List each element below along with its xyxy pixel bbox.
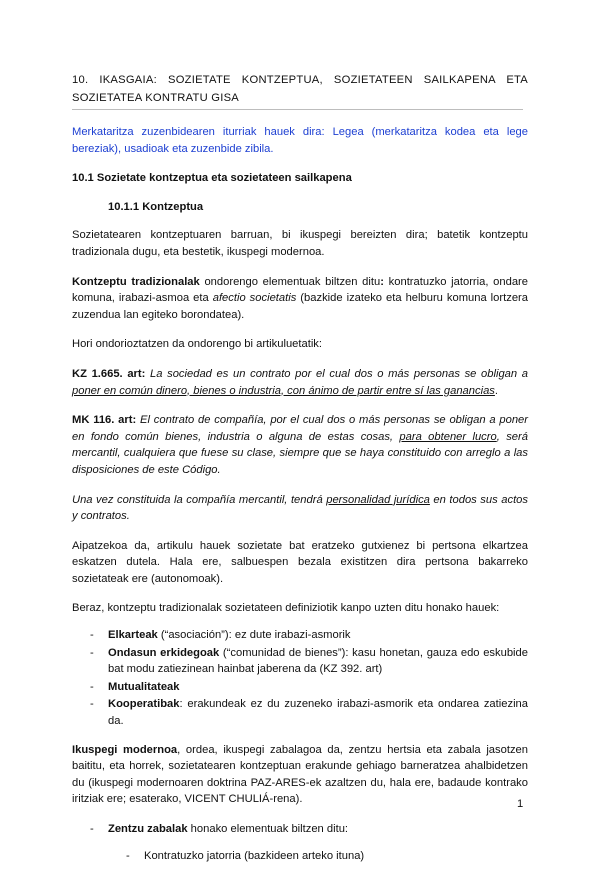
kz-article-label: KZ 1.665. art:: [72, 367, 146, 380]
mk2-text-end: en todos sus actos y contratos.: [72, 493, 528, 523]
traditional-concept-paragraph: [72, 274, 528, 324]
list-item: [72, 645, 528, 678]
list-item-term: Kooperatibak: [108, 698, 180, 711]
dash-bullet: -: [90, 698, 94, 711]
traditional-concept-elements: kontratuzko jatorria, ondare komuna, irabazi-asmoa eta: [72, 275, 528, 305]
kz-article-end: .: [494, 384, 499, 397]
dash-bullet: -: [90, 823, 94, 835]
modern-concept-text: , ordea, ikuspegi zabalagoa da, zentzu hertsia eta zabala jasotzen baititu, eta horrek, sozietatearen kontzeptuan erakunde gehiago barneratzea ahalbidetzen du (ikuspegi modernoaren doktrina PAZ-ARES-ek azaltzen du, hala ere, badaude kontrako iritziak ere; esaterako, VICENT CHULIÁ-rena).: [72, 743, 528, 806]
articles-intro: Hori ondorioztatzen da ondorengo bi artikuluetatik:: [72, 338, 323, 351]
mk-article: [72, 412, 528, 478]
exclusions-list: [72, 627, 528, 730]
list-item-term: Zentzu zabalak: [108, 823, 188, 835]
list-item-text: (“comunidad de bienes”): kasu honetan, gauza edo eskubide bat modu zatiezinean hainbat jaberena da (KZ 392. art): [108, 646, 528, 676]
list-item: [72, 821, 528, 838]
modern-concept-term: Ikuspegi modernoa: [72, 743, 178, 756]
page-number: 1: [517, 798, 524, 810]
list-item-term: Mutualitateak: [108, 680, 180, 693]
intro-paragraph: Merkataritza zuzenbidearen iturriak hauek dira: Legea (merkataritza kodea eta lege bereziak), usadioak eta zuzenbide zibila.: [72, 126, 528, 155]
dash-bullet: -: [90, 680, 94, 693]
list-item-text: Kontratuzko jatorria (bazkideen arteko ituna): [144, 849, 365, 862]
kz-article-underlined: poner en común dinero, bienes o industria, con ánimo de partir entre sí las ganancias: [72, 384, 495, 397]
dash-bullet: -: [90, 629, 94, 642]
section-heading: 10.1 Sozietate kontzeptua eta sozietateen sailkapena: [72, 172, 352, 185]
list-item-term: Ondasun erkidegoak: [108, 646, 220, 659]
mk-article-label: MK 116. art:: [72, 414, 137, 427]
mk2-text: Una vez constituida la compañía mercantil, tendrá: [72, 493, 327, 506]
document-body: [72, 124, 528, 876]
kz-article: [72, 366, 528, 399]
traditional-concept-text: ondorengo elementuak biltzen ditu: [199, 275, 381, 288]
exclusions-intro: Beraz, kontzeptu tradizionalak sozietateen definiziotik kanpo uzten ditu honako hauek:: [72, 602, 500, 615]
list-item: [72, 696, 528, 729]
affectio-term: afectio societatis: [212, 292, 297, 305]
mk-article-text: El contrato de compañía, por el cual dos o más personas se obligan a poner en fondo común bienes, industria o alguna de estas cosas,: [72, 414, 528, 443]
mk2-underlined: personalidad jurídica: [326, 493, 430, 506]
title-divider: [72, 109, 523, 110]
list-item-text: (“asociación”): ez dute irabazi-asmorik: [157, 629, 351, 642]
traditional-concept-term: Kontzeptu tradizionalak: [72, 275, 200, 288]
broad-sense-sublist: [72, 848, 528, 865]
kz-article-text: La sociedad es un contrato por el cual dos o más personas se obligan a: [145, 367, 528, 380]
dash-bullet: -: [126, 849, 130, 862]
exception-paragraph: Aipatzekoa da, artikulu hauek sozietate bat eratzeko gutxienez bi pertsona elkartzea eskatzen dutela. Hala ere, salbuespen bezala existitzen dira pertsona bakarreko sozietateak ere (autonomoak).: [72, 539, 528, 585]
list-item: [72, 679, 528, 696]
subsection-heading: 10.1.1 Kontzeptua: [108, 200, 204, 213]
list-item-term: Elkarteak: [108, 629, 158, 642]
list-item: [72, 848, 528, 865]
dash-bullet: -: [90, 646, 94, 659]
mk-article-underlined: para obtener lucro: [399, 430, 497, 443]
list-item-text: : erakundeak ez du zuzeneko irabazi-asmorik eta ondarea zatiezina da.: [108, 698, 528, 728]
page-title: 10. IKASGAIA: SOZIETATE KONTZEPTUA, SOZIETATEEN SAILKAPENA ETA SOZIETATEA KONTRATU GISA: [72, 74, 528, 104]
colon: :: [380, 275, 384, 288]
broad-sense-list: [72, 821, 528, 838]
list-item-text: honako elementuak biltzen ditu:: [187, 823, 349, 835]
mk-article-continued: [72, 492, 528, 525]
list-item: [72, 627, 528, 644]
concept-paragraph: Sozietatearen kontzeptuaren barruan, bi ikuspegi bereizten dira; batetik kontzeptu tradizionala dugu, eta bestetik, ikuspegi modernoa.: [72, 229, 528, 258]
modern-concept-paragraph: [72, 742, 528, 808]
mk-article-text-end: , será mercantil, cualquiera que fuese su clase, siempre que se haya constituido con arreglo a las disposiciones de este Código.: [72, 430, 528, 476]
affectio-explanation: (bazkide izateko eta helburu komuna lortzera zuzendua lan egiteko borondatea).: [72, 292, 528, 321]
